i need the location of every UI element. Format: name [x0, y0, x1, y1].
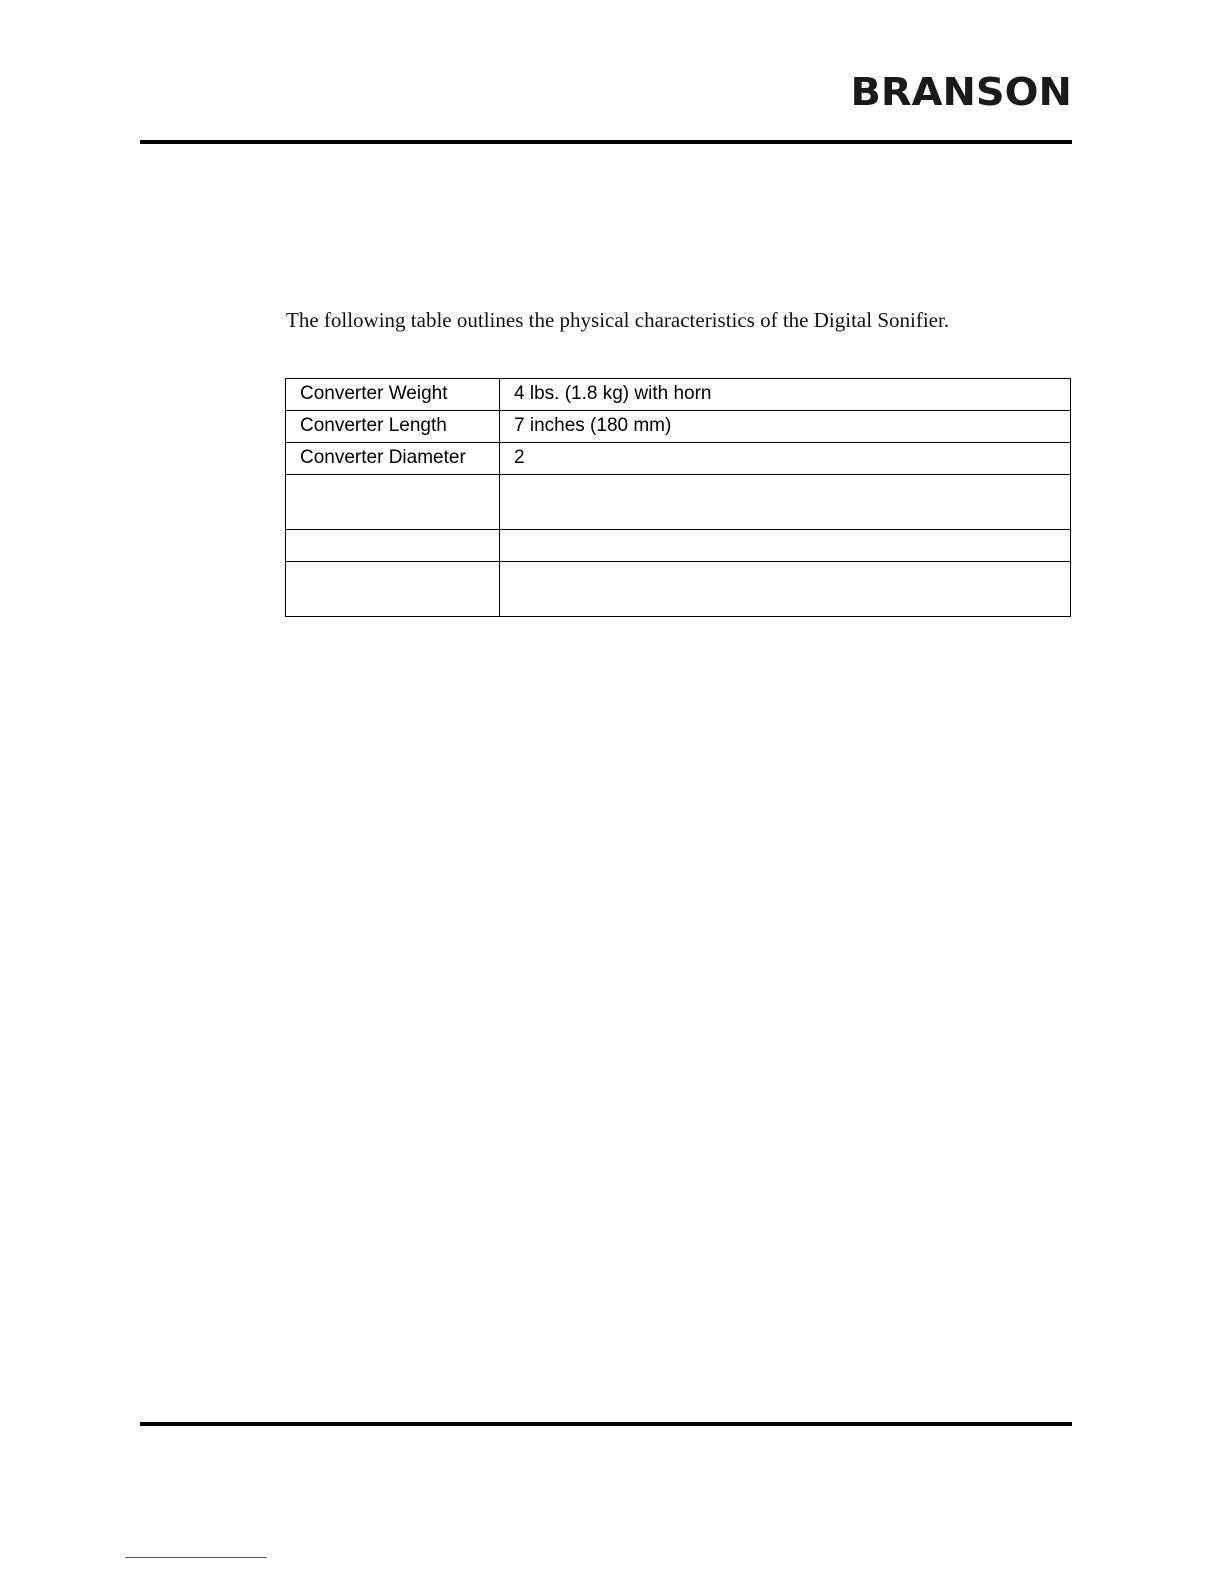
spec-label	[286, 530, 500, 562]
spec-label	[286, 562, 500, 617]
specifications-table	[285, 378, 1071, 617]
spec-value: 2	[500, 443, 1071, 475]
table-row	[286, 443, 1071, 475]
spec-value	[500, 562, 1071, 617]
header-rule	[140, 140, 1072, 144]
spec-label: Converter Length	[286, 411, 500, 443]
table-row	[286, 379, 1071, 411]
spec-value: 7 inches (180 mm)	[500, 411, 1071, 443]
spec-value	[500, 475, 1071, 530]
table-row	[286, 530, 1071, 562]
footnote-separator	[125, 1557, 267, 1558]
spec-value: 4 lbs. (1.8 kg) with horn	[500, 379, 1071, 411]
spec-label	[286, 475, 500, 530]
spec-label: Converter Diameter	[286, 443, 500, 475]
table-row	[286, 562, 1071, 617]
spec-value	[500, 530, 1071, 562]
footer-rule	[140, 1422, 1072, 1426]
intro-paragraph: The following table outlines the physical characteristics of the Digital Sonifier.	[286, 308, 950, 332]
table-row	[286, 475, 1071, 530]
spec-label: Converter Weight	[286, 379, 500, 411]
branson-logo: BRANSON	[850, 70, 1072, 114]
table-row	[286, 411, 1071, 443]
